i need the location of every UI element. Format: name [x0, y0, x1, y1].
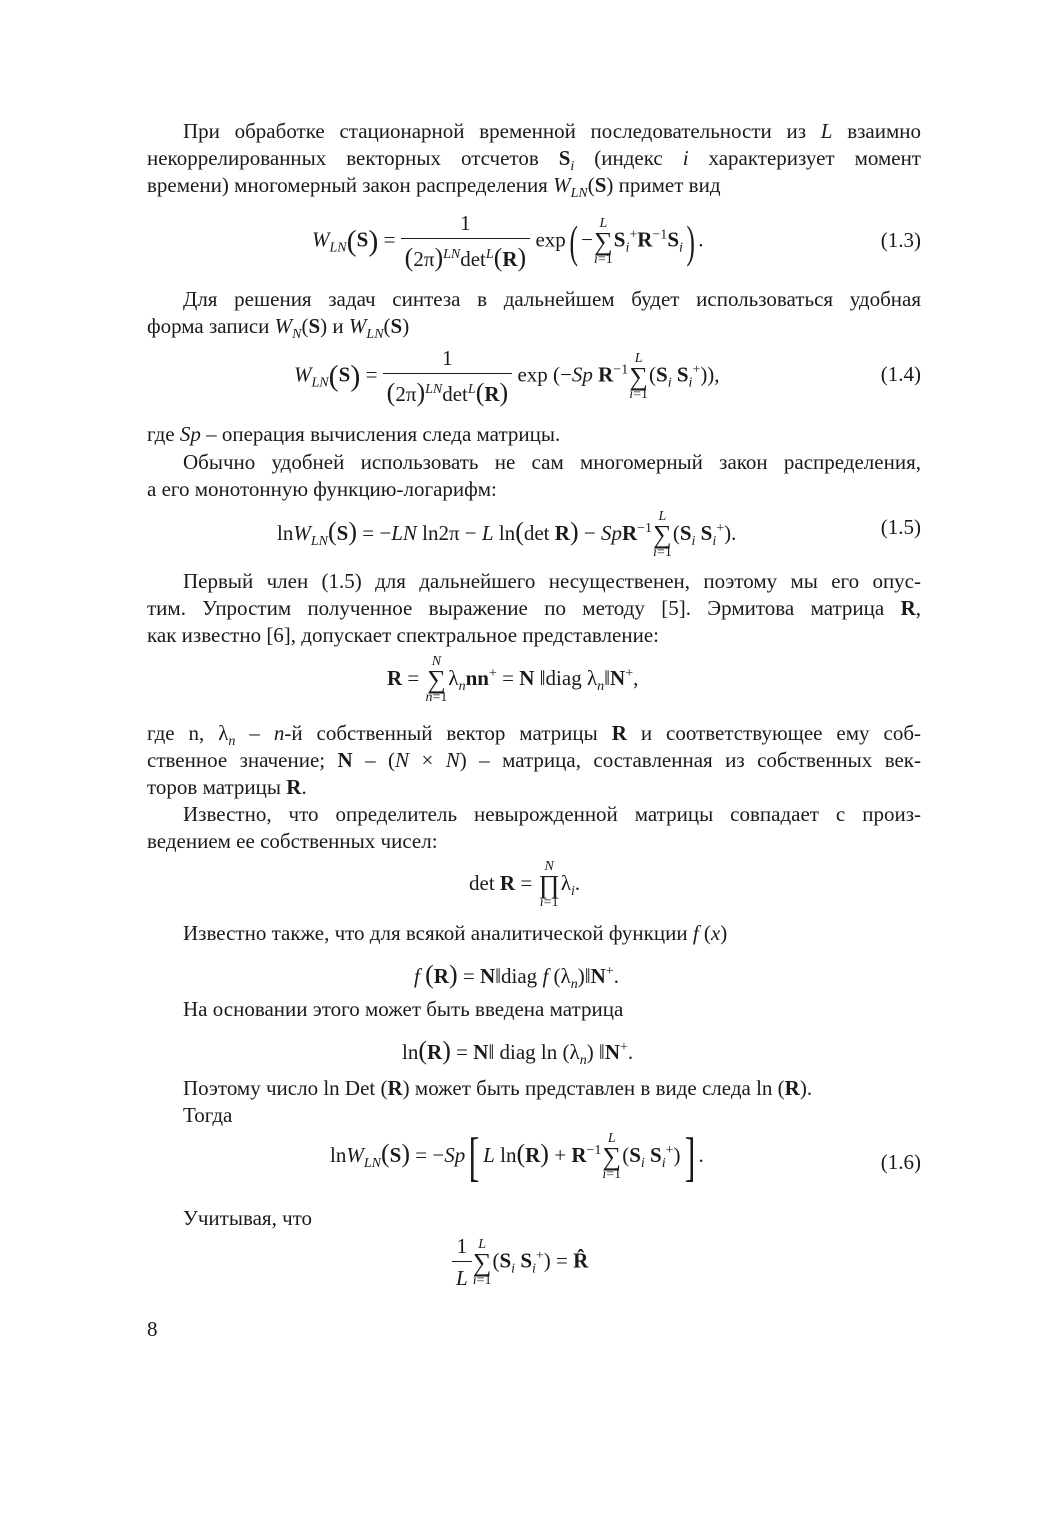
paragraph-2-line-2: форма записи $W_N(S)$ и $W_{LN}(S)$	[147, 314, 410, 343]
equation-log-matrix: ln(R) = N‖ diag $\ln (\lambda_n)$ ‖N+.	[402, 1036, 634, 1069]
paragraph-4: Обычно удобней использовать не сам многомерный закон распределения,	[183, 450, 921, 474]
paragraph-2: Для решения задач синтеза в дальнейшем будет использоваться удобная	[183, 287, 921, 311]
paragraph-5-line-3: как известно [6], допускает спектральное представление:	[147, 623, 659, 647]
equation-1-4: $W_{LN}(S)$ = $\frac{1}{(2\pi)^{LN}\det^L(R)}$ exp (−Sp $R^{-1}$ L ∑ i=1 ($S_i$ $S_i^+$)),	[294, 346, 720, 407]
equation-1-5-label: (1.5)	[880, 515, 921, 539]
equation-1-4-label: (1.4)	[880, 362, 921, 386]
equation-1-3: $W_{LN}(S)$ = $\frac{1}{(2\pi)^{LN}\det^L(R)}$ exp( − L ∑ i=1 $S_i^+R^{-1}S_i$) .	[312, 211, 704, 272]
paragraph-3: где Sp – операция вычисления следа матрицы.	[147, 422, 561, 446]
equation-spectral: R = N ∑ n=1 $\lambda_nnn^+ = N$ ‖diag $\lambda_n‖N^+$,	[387, 654, 639, 705]
paragraph-10-line-2: Тогда	[183, 1103, 233, 1127]
paragraph-8: Известно также, что для всякой аналитической функции f (x)	[183, 921, 728, 945]
paragraph-9: На основании этого может быть введена матрица	[183, 997, 624, 1021]
paragraph-7: Известно, что определитель невырожденной матрицы совпадает с произ-	[183, 802, 921, 826]
paragraph-5-line-2: тим. Упростим полученное выражение по методу [5]. Эрмитова матрица R,	[147, 596, 921, 620]
paragraph-7-line-2: ведением ее собственных чисел:	[147, 829, 438, 853]
equation-1-5: lnW$_{LN}$(S) = −LN ln2π − L ln(det R) − SpR$^{-1}$ L ∑ i=1 ($S_i$ $S_i^+$).	[277, 509, 737, 560]
paragraph-6-line-2: ственное значение; N – (N × N) – матрица, составленная из собственных век-	[147, 748, 921, 772]
paragraph-11: Учитывая, что	[183, 1206, 313, 1230]
para1-line1-text: При обработке стационарной временной последовательности из L взаимно	[183, 119, 921, 143]
paragraph-10: Поэтому число ln Det (R) может быть представлен в виде следа ln (R).	[183, 1076, 813, 1100]
paragraph-6: где n, $\lambda_n - n-й$ собственный вектор матрицы R и соответствующее ему соб-	[147, 721, 921, 750]
paragraph-6-line-3: торов матрицы R.	[147, 775, 307, 799]
page-number: 8	[147, 1317, 158, 1341]
equation-1-3-label: (1.3)	[880, 228, 921, 252]
equation-function: f (R) = N‖diag f $(\lambda_n)‖N^+$.	[414, 960, 619, 993]
equation-sample-covariance: $\frac{1}{L}$ L ∑ i=1 ($S_i$ $S_i^+$) = R̂	[452, 1233, 588, 1292]
equation-1-6-label: (1.6)	[880, 1150, 921, 1174]
paragraph-1-line-3: времени) многомерный закон распределения $W_{LN}(S)$ примет вид	[147, 173, 721, 202]
paragraph-1-line-2: некоррелированных векторных отсчетов $S_i$ (индекс i характеризует момент	[147, 146, 921, 175]
equation-1-6: lnW$_{LN}$(S) = −Sp[ L $\ln(R) + R^{-1}$ L ∑ i=1 ($S_i$ $S_i^+$)] .	[330, 1127, 704, 1187]
paragraph-4-line-2: а его монотонную функцию-логарифм:	[147, 477, 497, 501]
paragraph-1	[147, 118, 921, 145]
equation-determinant: det R = N ∏ i=1 $\lambda_i$.	[469, 859, 581, 910]
paragraph-5: Первый член (1.5) для дальнейшего несущественен, поэтому мы его опус-	[183, 569, 921, 593]
